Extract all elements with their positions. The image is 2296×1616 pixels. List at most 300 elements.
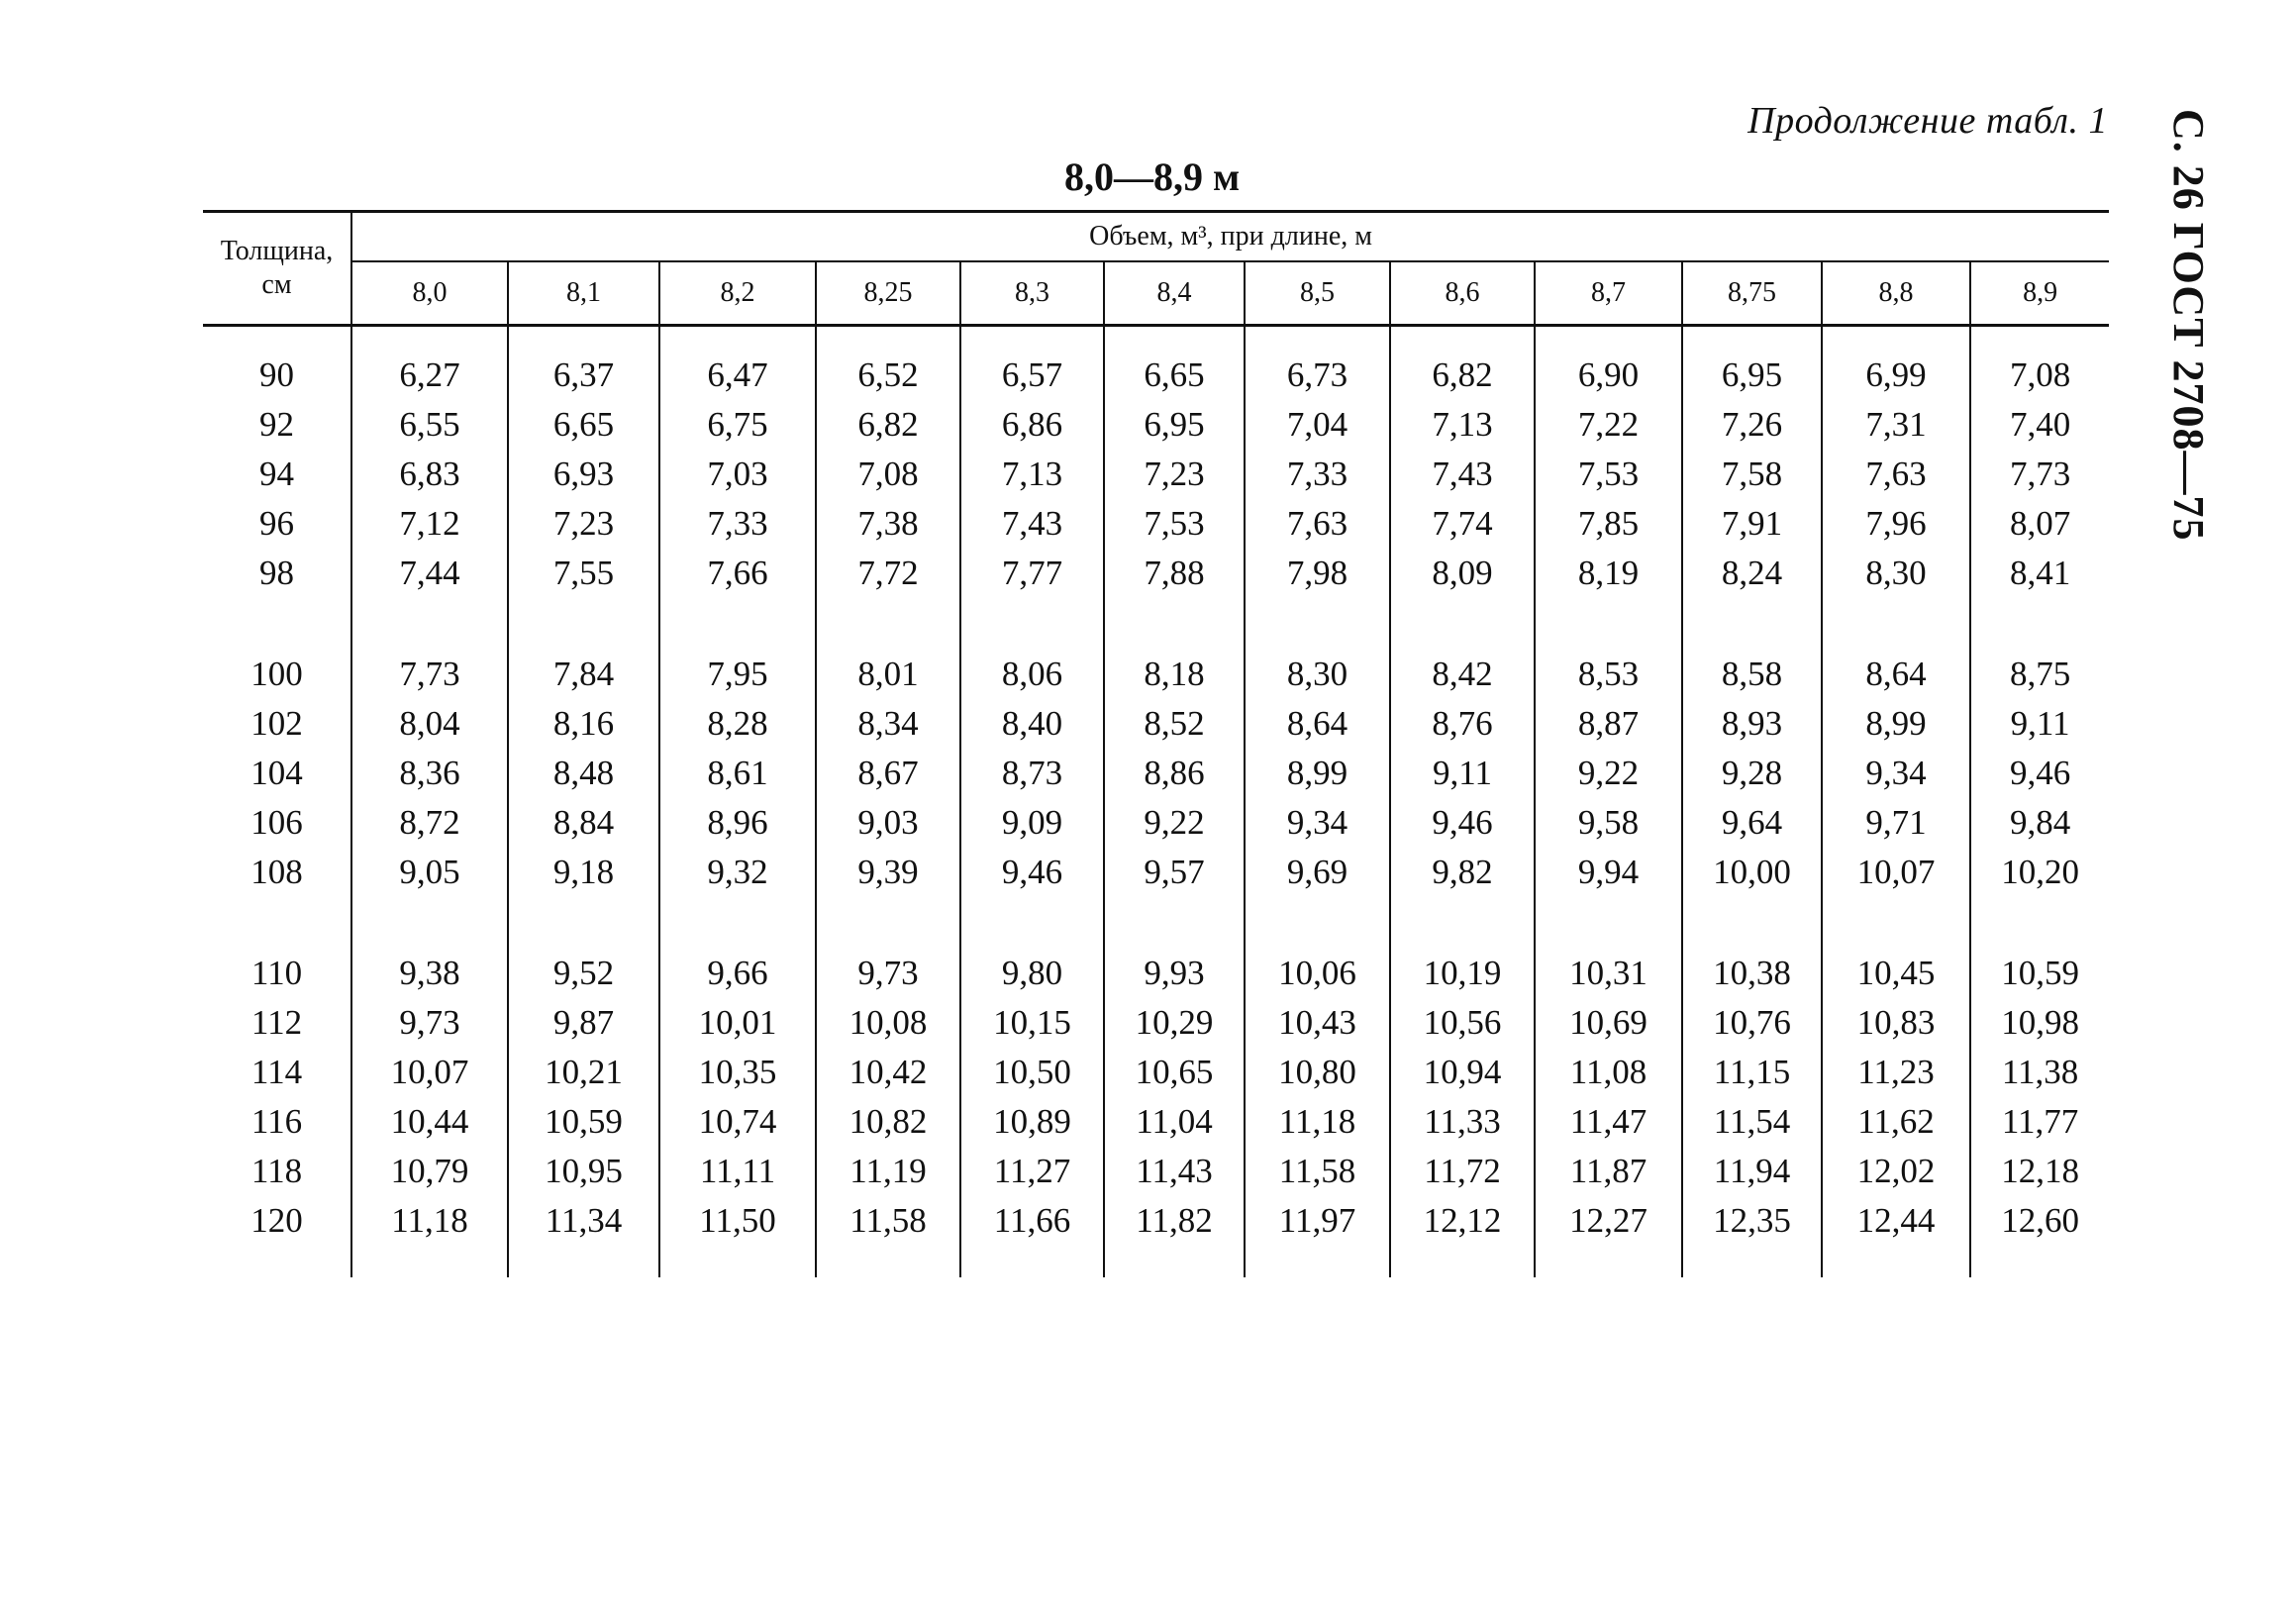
volume-cell: 10,07 — [351, 1048, 508, 1097]
volume-cell: 9,66 — [659, 949, 816, 998]
volume-cell: 7,53 — [1535, 450, 1682, 499]
volume-cell: 7,13 — [960, 450, 1104, 499]
length-column-header: 8,25 — [816, 261, 960, 326]
volume-table-body — [203, 326, 2109, 1278]
spacer-row — [203, 326, 2109, 352]
volume-cell: 11,87 — [1535, 1147, 1682, 1196]
volume-cell: 6,27 — [351, 351, 508, 400]
spacer-cell — [1104, 897, 1245, 949]
volume-cell: 9,34 — [1822, 749, 1970, 798]
volume-cell: 7,73 — [351, 650, 508, 699]
volume-cell: 9,46 — [1390, 798, 1535, 848]
volume-cell: 8,24 — [1682, 549, 1822, 598]
volume-cell: 8,61 — [659, 749, 816, 798]
length-column-header: 8,3 — [960, 261, 1104, 326]
volume-cell: 7,23 — [508, 499, 659, 549]
volume-cell: 11,18 — [1245, 1097, 1390, 1147]
volume-cell: 10,82 — [816, 1097, 960, 1147]
volume-cell: 11,97 — [1245, 1196, 1390, 1246]
volume-cell: 7,13 — [1390, 400, 1535, 450]
volume-cell: 8,48 — [508, 749, 659, 798]
volume-cell: 8,28 — [659, 699, 816, 749]
volume-cell: 11,15 — [1682, 1048, 1822, 1097]
spacer-cell — [351, 897, 508, 949]
volume-cell: 9,94 — [1535, 848, 1682, 897]
thickness-cell: 116 — [250, 1102, 303, 1141]
volume-cell: 7,04 — [1245, 400, 1390, 450]
spacer-cell — [1970, 897, 2109, 949]
thickness-cell: 112 — [250, 1003, 303, 1042]
spacer-cell — [1970, 1246, 2109, 1277]
thickness-cell: 96 — [259, 504, 294, 543]
volume-cell: 10,50 — [960, 1048, 1104, 1097]
volume-cell: 8,18 — [1104, 650, 1245, 699]
section-title: 8,0—8,9 м — [1064, 154, 1241, 199]
volume-cell: 10,79 — [351, 1147, 508, 1196]
volume-cell: 10,45 — [1822, 949, 1970, 998]
spacer-cell — [960, 897, 1104, 949]
thickness-cell: 102 — [250, 704, 303, 743]
volume-cell: 6,75 — [659, 400, 816, 450]
spacer-cell — [1245, 598, 1390, 650]
volume-cell: 7,73 — [1970, 450, 2109, 499]
table-row — [203, 549, 2109, 598]
volume-cell: 12,35 — [1682, 1196, 1822, 1246]
table-row — [203, 848, 2109, 897]
volume-cell: 6,37 — [508, 351, 659, 400]
volume-cell: 12,44 — [1822, 1196, 1970, 1246]
volume-cell: 8,06 — [960, 650, 1104, 699]
volume-cell: 7,66 — [659, 549, 816, 598]
volume-cell: 6,95 — [1682, 351, 1822, 400]
spacer-cell — [1390, 1246, 1535, 1277]
volume-cell: 8,16 — [508, 699, 659, 749]
table-row — [203, 1196, 2109, 1246]
volume-cell: 8,67 — [816, 749, 960, 798]
spacer-row — [203, 598, 2109, 650]
spacer-cell — [960, 598, 1104, 650]
thickness-cell: 120 — [250, 1201, 303, 1240]
volume-cell: 8,42 — [1390, 650, 1535, 699]
spacer-cell — [816, 1246, 960, 1277]
spacer-cell — [1390, 897, 1535, 949]
volume-cell: 8,52 — [1104, 699, 1245, 749]
volume-cell: 10,42 — [816, 1048, 960, 1097]
volume-cell: 8,87 — [1535, 699, 1682, 749]
spacer-cell — [508, 1246, 659, 1277]
volume-cell: 10,35 — [659, 1048, 816, 1097]
volume-cell: 6,83 — [351, 450, 508, 499]
table-row — [203, 400, 2109, 450]
length-column-header: 8,2 — [659, 261, 816, 326]
spacer-cell — [203, 598, 351, 650]
spacer-cell — [960, 1246, 1104, 1277]
volume-cell: 11,34 — [508, 1196, 659, 1246]
spacer-cell — [1535, 326, 1682, 352]
thickness-cell: 94 — [259, 454, 294, 493]
volume-cell: 6,93 — [508, 450, 659, 499]
volume-cell: 10,65 — [1104, 1048, 1245, 1097]
volume-cell: 8,99 — [1245, 749, 1390, 798]
volume-cell: 6,99 — [1822, 351, 1970, 400]
volume-cell: 10,19 — [1390, 949, 1535, 998]
volume-cell: 9,39 — [816, 848, 960, 897]
volume-cell: 8,40 — [960, 699, 1104, 749]
volume-cell: 7,08 — [816, 450, 960, 499]
length-column-header: 8,4 — [1104, 261, 1245, 326]
volume-cell: 7,84 — [508, 650, 659, 699]
volume-cell: 9,28 — [1682, 749, 1822, 798]
volume-cell: 7,22 — [1535, 400, 1682, 450]
spacer-cell — [659, 897, 816, 949]
volume-cell: 7,53 — [1104, 499, 1245, 549]
spacer-cell — [508, 897, 659, 949]
volume-cell: 8,19 — [1535, 549, 1682, 598]
length-column-header: 8,5 — [1245, 261, 1390, 326]
volume-cell: 8,34 — [816, 699, 960, 749]
volume-cell: 10,38 — [1682, 949, 1822, 998]
spacer-cell — [1104, 598, 1245, 650]
table-row — [203, 351, 2109, 400]
volume-cell: 11,94 — [1682, 1147, 1822, 1196]
thickness-cell: 92 — [259, 405, 294, 444]
volume-cell: 10,43 — [1245, 998, 1390, 1048]
volume-cell: 12,12 — [1390, 1196, 1535, 1246]
volume-cell: 10,21 — [508, 1048, 659, 1097]
volume-cell: 8,41 — [1970, 549, 2109, 598]
volume-cell: 8,86 — [1104, 749, 1245, 798]
spacer-cell — [1822, 897, 1970, 949]
spacer-cell — [1390, 326, 1535, 352]
thickness-cell: 100 — [250, 655, 303, 693]
volume-cell: 7,31 — [1822, 400, 1970, 450]
volume-cell: 9,69 — [1245, 848, 1390, 897]
volume-cell: 8,96 — [659, 798, 816, 848]
volume-cell: 11,04 — [1104, 1097, 1245, 1147]
volume-cell: 8,01 — [816, 650, 960, 699]
volume-cell: 8,64 — [1822, 650, 1970, 699]
volume-cell: 10,74 — [659, 1097, 816, 1147]
volume-cell: 7,08 — [1970, 351, 2109, 400]
volume-cell: 10,98 — [1970, 998, 2109, 1048]
spacer-cell — [1535, 598, 1682, 650]
volume-cell: 9,22 — [1104, 798, 1245, 848]
volume-cell: 11,38 — [1970, 1048, 2109, 1097]
table-row — [203, 450, 2109, 499]
volume-cell: 9,09 — [960, 798, 1104, 848]
volume-cell: 6,73 — [1245, 351, 1390, 400]
thickness-cell: 110 — [250, 954, 303, 992]
volume-cell: 7,12 — [351, 499, 508, 549]
spacer-cell — [1682, 598, 1822, 650]
volume-cell: 7,74 — [1390, 499, 1535, 549]
volume-cell: 12,18 — [1970, 1147, 2109, 1196]
volume-cell: 10,76 — [1682, 998, 1822, 1048]
spacer-cell — [1822, 326, 1970, 352]
volume-cell: 9,84 — [1970, 798, 2109, 848]
volume-cell: 10,08 — [816, 998, 960, 1048]
volume-cell: 10,94 — [1390, 1048, 1535, 1097]
volume-cell: 11,27 — [960, 1147, 1104, 1196]
volume-cell: 6,47 — [659, 351, 816, 400]
volume-cell: 10,95 — [508, 1147, 659, 1196]
volume-cell: 11,50 — [659, 1196, 816, 1246]
volume-cell: 7,43 — [1390, 450, 1535, 499]
volume-cell: 6,82 — [816, 400, 960, 450]
thickness-cell: 108 — [250, 853, 303, 891]
spacer-cell — [1104, 1246, 1245, 1277]
volume-cell: 7,43 — [960, 499, 1104, 549]
volume-cell: 9,93 — [1104, 949, 1245, 998]
volume-cell: 9,52 — [508, 949, 659, 998]
volume-cell: 9,11 — [1970, 699, 2109, 749]
volume-cell: 7,98 — [1245, 549, 1390, 598]
volume-cell: 7,55 — [508, 549, 659, 598]
volume-cell: 8,72 — [351, 798, 508, 848]
spacer-cell — [351, 326, 508, 352]
volume-cell: 6,55 — [351, 400, 508, 450]
volume-cell: 10,00 — [1682, 848, 1822, 897]
volume-cell: 10,59 — [508, 1097, 659, 1147]
volume-cell: 11,43 — [1104, 1147, 1245, 1196]
volume-cell: 9,22 — [1535, 749, 1682, 798]
spacer-cell — [1682, 326, 1822, 352]
length-column-header: 8,7 — [1535, 261, 1682, 326]
volume-cell: 10,15 — [960, 998, 1104, 1048]
volume-cell: 8,58 — [1682, 650, 1822, 699]
volume-cell: 10,06 — [1245, 949, 1390, 998]
spacer-cell — [659, 1246, 816, 1277]
volume-cell: 9,05 — [351, 848, 508, 897]
spacer-cell — [659, 598, 816, 650]
volume-cell: 10,89 — [960, 1097, 1104, 1147]
thickness-cell: 114 — [250, 1053, 303, 1091]
volume-cell: 9,34 — [1245, 798, 1390, 848]
volume-cell: 9,38 — [351, 949, 508, 998]
spacer-cell — [816, 598, 960, 650]
volume-cell: 10,56 — [1390, 998, 1535, 1048]
spacer-cell — [816, 897, 960, 949]
volume-table — [203, 210, 2109, 1277]
spacer-cell — [203, 1246, 351, 1277]
volume-cell: 11,47 — [1535, 1097, 1682, 1147]
volume-cell: 11,23 — [1822, 1048, 1970, 1097]
table-row — [203, 998, 2109, 1048]
volume-cell: 10,59 — [1970, 949, 2109, 998]
volume-cell: 7,58 — [1682, 450, 1822, 499]
volume-cell: 6,86 — [960, 400, 1104, 450]
spacer-cell — [1245, 897, 1390, 949]
table-row — [203, 1147, 2109, 1196]
volume-cell: 10,69 — [1535, 998, 1682, 1048]
volume-cell: 11,11 — [659, 1147, 816, 1196]
volume-cell: 7,44 — [351, 549, 508, 598]
volume-cell: 9,46 — [960, 848, 1104, 897]
volume-cell: 6,52 — [816, 351, 960, 400]
spacer-cell — [508, 598, 659, 650]
spacer-row — [203, 1246, 2109, 1277]
volume-cell: 10,44 — [351, 1097, 508, 1147]
volume-cell: 11,19 — [816, 1147, 960, 1196]
volume-cell: 8,04 — [351, 699, 508, 749]
spacer-row — [203, 897, 2109, 949]
spacer-cell — [1970, 598, 2109, 650]
thickness-cell: 104 — [250, 754, 303, 792]
volume-cell: 6,57 — [960, 351, 1104, 400]
volume-cell: 9,71 — [1822, 798, 1970, 848]
table-row — [203, 1097, 2109, 1147]
volume-cell: 11,66 — [960, 1196, 1104, 1246]
volume-cell: 11,77 — [1970, 1097, 2109, 1147]
volume-cell: 7,33 — [1245, 450, 1390, 499]
length-column-header: 8,0 — [351, 261, 508, 326]
spacer-cell — [659, 326, 816, 352]
length-header-row — [203, 261, 2109, 326]
volume-cell: 8,07 — [1970, 499, 2109, 549]
table-row — [203, 650, 2109, 699]
volume-cell: 9,11 — [1390, 749, 1535, 798]
volume-cell: 9,87 — [508, 998, 659, 1048]
volume-cell: 9,57 — [1104, 848, 1245, 897]
volume-cell: 6,82 — [1390, 351, 1535, 400]
volume-cell: 8,30 — [1822, 549, 1970, 598]
volume-cell: 12,27 — [1535, 1196, 1682, 1246]
volume-cell: 7,91 — [1682, 499, 1822, 549]
volume-cell: 9,80 — [960, 949, 1104, 998]
length-column-header: 8,1 — [508, 261, 659, 326]
spacer-cell — [1104, 326, 1245, 352]
volume-cell: 8,75 — [1970, 650, 2109, 699]
length-column-header: 8,9 — [1970, 261, 2109, 326]
volume-cell: 8,36 — [351, 749, 508, 798]
volume-cell: 11,33 — [1390, 1097, 1535, 1147]
table-row — [203, 1048, 2109, 1097]
volume-cell: 11,82 — [1104, 1196, 1245, 1246]
volume-cell: 9,64 — [1682, 798, 1822, 848]
volume-cell: 7,88 — [1104, 549, 1245, 598]
volume-cell: 8,30 — [1245, 650, 1390, 699]
volume-cell: 8,64 — [1245, 699, 1390, 749]
volume-cell: 12,02 — [1822, 1147, 1970, 1196]
volume-cell: 7,63 — [1245, 499, 1390, 549]
volume-cell: 6,65 — [1104, 351, 1245, 400]
volume-cell: 11,08 — [1535, 1048, 1682, 1097]
volume-cell: 11,58 — [816, 1196, 960, 1246]
table-row — [203, 798, 2109, 848]
volume-cell: 9,46 — [1970, 749, 2109, 798]
volume-cell: 7,77 — [960, 549, 1104, 598]
table-row — [203, 699, 2109, 749]
thickness-cell: 90 — [259, 355, 294, 394]
volume-cell: 10,01 — [659, 998, 816, 1048]
table-row — [203, 499, 2109, 549]
volume-cell: 7,95 — [659, 650, 816, 699]
volume-cell: 6,90 — [1535, 351, 1682, 400]
volume-cell: 9,58 — [1535, 798, 1682, 848]
volume-cell: 6,95 — [1104, 400, 1245, 450]
volume-cell: 8,73 — [960, 749, 1104, 798]
spacer-cell — [960, 326, 1104, 352]
table-row — [203, 749, 2109, 798]
volume-cell: 7,40 — [1970, 400, 2109, 450]
volume-cell: 7,26 — [1682, 400, 1822, 450]
volume-cell: 9,73 — [816, 949, 960, 998]
thickness-header: Толщина, см — [203, 212, 351, 326]
table-continuation-label: Продолжение табл. 1 — [1747, 100, 2108, 142]
volume-cell: 8,84 — [508, 798, 659, 848]
volume-cell: 6,65 — [508, 400, 659, 450]
length-column-header: 8,8 — [1822, 261, 1970, 326]
thickness-cell: 98 — [259, 554, 294, 592]
spacer-cell — [1245, 326, 1390, 352]
volume-cell: 10,07 — [1822, 848, 1970, 897]
volume-cell: 9,03 — [816, 798, 960, 848]
volume-cell: 10,80 — [1245, 1048, 1390, 1097]
volume-cell: 9,18 — [508, 848, 659, 897]
spacer-cell — [1682, 897, 1822, 949]
spacer-cell — [351, 598, 508, 650]
volume-cell: 12,60 — [1970, 1196, 2109, 1246]
length-column-header: 8,6 — [1390, 261, 1535, 326]
spacer-cell — [1245, 1246, 1390, 1277]
volume-cell: 10,83 — [1822, 998, 1970, 1048]
volume-cell: 7,72 — [816, 549, 960, 598]
volume-cell: 11,72 — [1390, 1147, 1535, 1196]
volume-cell: 8,76 — [1390, 699, 1535, 749]
table-row — [203, 949, 2109, 998]
spacer-cell — [816, 326, 960, 352]
spacer-cell — [1390, 598, 1535, 650]
spacer-cell — [508, 326, 659, 352]
spacer-cell — [1682, 1246, 1822, 1277]
volume-cell: 7,96 — [1822, 499, 1970, 549]
spacer-cell — [203, 326, 351, 352]
length-column-header: 8,75 — [1682, 261, 1822, 326]
spacer-cell — [351, 1246, 508, 1277]
volume-cell: 7,33 — [659, 499, 816, 549]
spacer-cell — [203, 897, 351, 949]
spacer-cell — [1535, 1246, 1682, 1277]
volume-cell: 9,82 — [1390, 848, 1535, 897]
page-standard-label: С. 26 ГОСТ 2708—75 — [2164, 109, 2213, 542]
thickness-cell: 118 — [250, 1152, 303, 1190]
volume-cell: 7,23 — [1104, 450, 1245, 499]
volume-cell: 9,73 — [351, 998, 508, 1048]
volume-cell: 7,03 — [659, 450, 816, 499]
volume-cell: 10,31 — [1535, 949, 1682, 998]
volume-cell: 7,63 — [1822, 450, 1970, 499]
volume-cell: 10,20 — [1970, 848, 2109, 897]
volume-cell: 11,62 — [1822, 1097, 1970, 1147]
spacer-cell — [1970, 326, 2109, 352]
spacer-cell — [1535, 897, 1682, 949]
thickness-cell: 106 — [250, 803, 303, 842]
volume-cell: 8,09 — [1390, 549, 1535, 598]
spacer-cell — [1822, 1246, 1970, 1277]
volume-cell: 11,54 — [1682, 1097, 1822, 1147]
spacer-cell — [1822, 598, 1970, 650]
volume-cell: 7,85 — [1535, 499, 1682, 549]
volume-cell: 8,53 — [1535, 650, 1682, 699]
volume-cell: 8,93 — [1682, 699, 1822, 749]
volume-cell: 7,38 — [816, 499, 960, 549]
volume-cell: 9,32 — [659, 848, 816, 897]
volume-cell: 10,29 — [1104, 998, 1245, 1048]
volume-cell: 11,58 — [1245, 1147, 1390, 1196]
volume-cell: 11,18 — [351, 1196, 508, 1246]
volume-cell: 8,99 — [1822, 699, 1970, 749]
volume-header: Объем, м³, при длине, м — [351, 212, 2109, 262]
